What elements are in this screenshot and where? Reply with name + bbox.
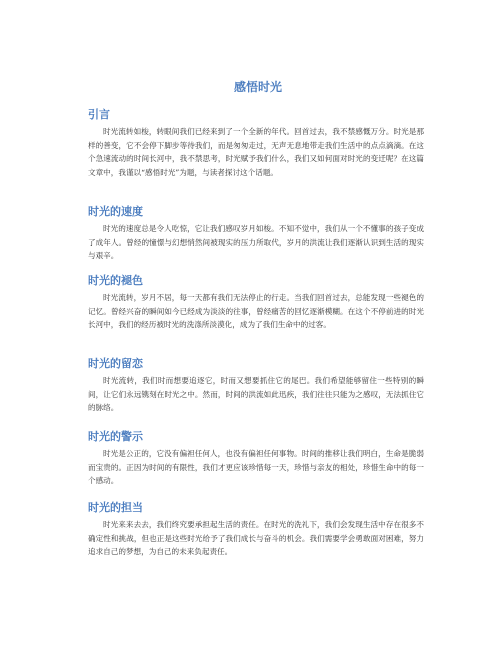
section-body-intro: 时光流转如梭，转眼间我们已经来到了一个全新的年代。回首过去，我不禁感慨万分。时光是那样的善变，它不会停下脚步等待我们，而是匆匆走过，无声无息地带走我们生活中的点点滴滴。在这个急速流动的时间长河中，我不禁思考，时光赋予我们什么，我们又如何面对时光的变迁呢？在这篇文章中，我谨以“感悟时光”为题，与读者探讨这个话题。 <box>88 127 424 177</box>
section-heading-warning: 时光的警示 <box>88 430 143 443</box>
section-body-fading: 时光流转，岁月不居，每一天都有我们无法停止的行走。当我们回首过去，总能发现一些褪色的记忆。曾经兴奋的瞬间如今已经成为淡淡的往事，曾经痛苦的回忆逐渐模糊。在这个不停前进的时光长河中，我们的经历被时光的洗涤所淡漠化，成为了我们生命中的过客。 <box>88 293 424 330</box>
section-heading-responsibility: 时光的担当 <box>88 501 143 514</box>
document-title: 感悟时光 <box>233 80 282 94</box>
section-body-speed: 时光的速度总是令人吃惊，它让我们感叹岁月如梭。不知不觉中，我们从一个不懂事的孩子变成了成年人。曾经的憧憬与幻想悄然间被现实的压力所取代，岁月的洪流让我们逐渐认识到生活的现实与艰辛。 <box>88 224 424 261</box>
section-body-responsibility: 时光来来去去，我们终究要承担起生活的责任。在时光的洗礼下，我们会发现生活中存在很多不确定性和挑战，但也正是这些时光给予了我们成长与奋斗的机会。我们需要学会勇敢面对困难，努力追求自己的梦想，为自己的未来负起责任。 <box>88 520 424 557</box>
section-heading-fading: 时光的褪色 <box>88 274 143 287</box>
section-body-warning: 时光是公正的，它没有偏袒任何人，也没有偏袒任何事物。时间的推移让我们明白，生命是脆弱而宝贵的。正因为时间的有限性，我们才更应该珍惜每一天，珍惜与亲友的相处，珍惜生命中的每一个感动。 <box>88 449 424 486</box>
section-heading-nostalgia: 时光的留恋 <box>88 357 143 370</box>
section-heading-intro: 引言 <box>88 108 110 121</box>
section-body-nostalgia: 时光流转，我们时而想要追逐它，时而又想要抓住它的尾巴。我们希望能够留住一些特别的瞬间，让它们永远镌刻在时光之中。然而，时间的洪流如此迅疾，我们往往只能为之感叹，无法抓住它的脉络。 <box>88 376 424 413</box>
section-heading-speed: 时光的速度 <box>88 205 143 218</box>
